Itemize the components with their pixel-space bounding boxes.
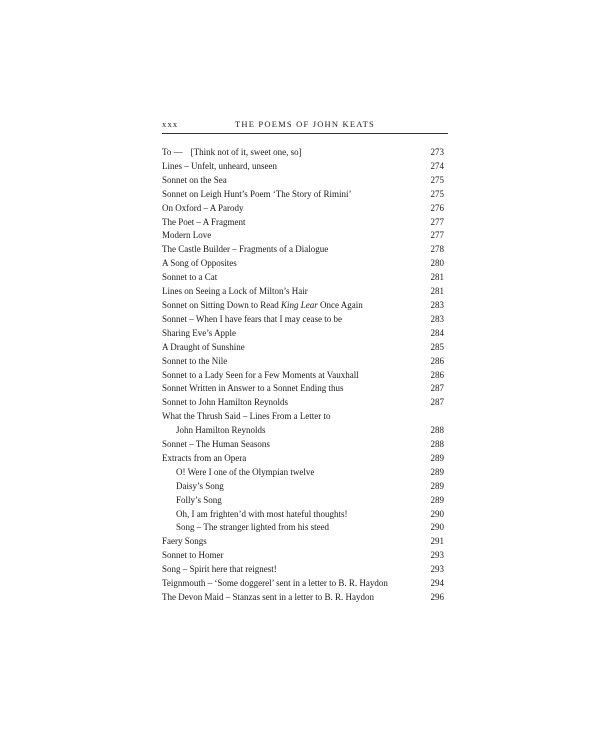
header-rule: [162, 133, 448, 134]
toc-entry: [162, 535, 448, 549]
toc-entry-page: 288: [430, 439, 444, 450]
toc-entry-title: The Castle Builder – Fragments of a Dialogue: [162, 244, 329, 255]
toc-entry-title: Extracts from an Opera: [162, 452, 247, 463]
toc-entry: [162, 188, 448, 202]
toc-entry: [162, 438, 448, 452]
toc-entry: [162, 216, 448, 230]
toc-entry-page: 281: [430, 286, 444, 297]
toc-entry-title: On Oxford – A Parody: [162, 202, 244, 213]
toc-entry-title: Sonnet to a Cat: [162, 272, 218, 283]
table-of-contents: [162, 146, 448, 605]
toc-entry: [162, 285, 448, 299]
toc-entry-title: Sonnet on Sitting Down to Read: [162, 299, 281, 310]
toc-entry-title: Sonnet Written in Answer to a Sonnet Ending thus: [162, 383, 344, 394]
toc-entry: [162, 229, 448, 243]
toc-entry-continuation: [162, 424, 448, 438]
toc-entry-title: Song – Spirit here that reignest!: [162, 564, 277, 575]
toc-entry: [162, 327, 448, 341]
toc-entry-page: 286: [430, 355, 444, 366]
toc-entry-page: 283: [430, 313, 444, 324]
toc-entry-page: 293: [430, 564, 444, 575]
toc-entry-title: Sonnet on Leigh Hunt’s Poem ‘The Story of Rimini’: [162, 188, 352, 199]
toc-entry-title: A Song of Opposites: [162, 258, 237, 269]
toc-entry: [162, 355, 448, 369]
toc-entry-title: Sharing Eve’s Apple: [162, 327, 236, 338]
toc-entry-title: Daisy’s Song: [176, 480, 224, 491]
toc-entry-title-italic: King Lear: [281, 299, 318, 310]
toc-entry-page: 283: [430, 299, 444, 310]
toc-entry: [162, 271, 448, 285]
toc-entry-title: A Draught of Sunshine: [162, 341, 245, 352]
toc-entry: [162, 313, 448, 327]
toc-entry-page: 273: [430, 147, 444, 157]
toc-entry-title: Sonnet to John Hamilton Reynolds: [162, 397, 288, 408]
toc-entry-page: 289: [430, 452, 444, 463]
toc-entry-title: Lines on Seeing a Lock of Milton’s Hair: [162, 286, 308, 297]
toc-entry-title: The Devon Maid – Stanzas sent in a letter to B. R. Haydon: [162, 592, 374, 602]
toc-entry: [162, 452, 448, 466]
toc-entry: [162, 146, 448, 160]
toc-entry-page: 287: [430, 383, 444, 394]
toc-entry-page: 291: [430, 536, 444, 547]
toc-entry-title: Sonnet to the Nile: [162, 355, 228, 366]
toc-entry-title: Sonnet – When I have fears that I may cease to be: [162, 313, 343, 324]
toc-entry: [162, 591, 448, 605]
page-number: xxx: [162, 119, 179, 129]
toc-entry-page: 275: [430, 174, 444, 185]
toc-entry: [162, 299, 448, 313]
toc-entry: [162, 202, 448, 216]
toc-entry-title: Sonnet to a Lady Seen for a Few Moments at Vauxhall: [162, 369, 359, 380]
toc-entry-page: 287: [430, 397, 444, 408]
running-header: [162, 119, 448, 129]
toc-entry-page: 281: [430, 272, 444, 283]
toc-entry-page: 294: [430, 578, 444, 589]
toc-entry-page: 280: [430, 258, 444, 269]
toc-entry-title: What the Thrush Said – Lines From a Letter to: [162, 411, 331, 422]
toc-entry-page: 290: [430, 508, 444, 519]
toc-entry-page: 288: [430, 425, 444, 436]
toc-entry: [162, 396, 448, 410]
toc-entry-page: 290: [430, 522, 444, 533]
toc-entry-page: 293: [430, 550, 444, 561]
toc-entry-title: Song – The stranger lighted from his steed: [176, 522, 330, 533]
toc-subentry: [162, 494, 448, 508]
toc-subentry: [162, 466, 448, 480]
toc-entry-title: Sonnet – The Human Seasons: [162, 439, 270, 450]
toc-entry-title: Lines – Unfelt, unheard, unseen: [162, 160, 277, 171]
toc-entry-page: 296: [430, 592, 444, 602]
toc-subentry: [162, 508, 448, 522]
toc-entry-page: 276: [430, 202, 444, 213]
toc-entry: [162, 563, 448, 577]
toc-entry-page: 275: [430, 188, 444, 199]
toc-subentry: [162, 480, 448, 494]
toc-entry-title: Oh, I am frighten’d with most hateful thoughts!: [176, 508, 348, 519]
toc-entry-page: 289: [430, 466, 444, 477]
toc-entry-title: To —: [162, 147, 183, 157]
toc-entry-page: 289: [430, 480, 444, 491]
toc-subentry: [162, 521, 448, 535]
toc-entry-page: [418, 410, 448, 424]
toc-entry-title: John Hamilton Reynolds: [176, 425, 266, 436]
toc-entry-page: 286: [430, 369, 444, 380]
toc-entry-title: Modern Love: [162, 230, 212, 241]
toc-entry-title: Folly’s Song: [176, 494, 222, 505]
toc-entry-title: Sonnet on the Sea: [162, 174, 227, 185]
toc-entry-title: [Think not of it, sweet one, so]: [190, 147, 302, 157]
toc-entry-title: O! Were I one of the Olympian twelve: [176, 466, 315, 477]
toc-entry: [162, 410, 448, 424]
toc-entry-page: 277: [430, 230, 444, 241]
toc-entry-page: 289: [430, 494, 444, 505]
toc-entry: [162, 243, 448, 257]
toc-entry-page: 285: [430, 341, 444, 352]
toc-entry: [162, 174, 448, 188]
toc-entry-page: 278: [430, 244, 444, 255]
toc-entry-page: 274: [430, 160, 444, 171]
toc-entry: [162, 257, 448, 271]
toc-entry-title: Sonnet to Homer: [162, 550, 224, 561]
toc-entry: [162, 382, 448, 396]
toc-entry-title: Once Again: [317, 299, 363, 310]
toc-entry-page: 277: [430, 216, 444, 227]
toc-entry: [162, 341, 448, 355]
toc-entry-title: Teignmouth – ‘Some doggerel’ sent in a letter to B. R. Haydon: [162, 578, 388, 589]
toc-entry: [162, 160, 448, 174]
toc-entry: [162, 577, 448, 591]
toc-entry: [162, 549, 448, 563]
toc-entry-title: The Poet – A Fragment: [162, 216, 246, 227]
book-title: THE POEMS OF JOHN KEATS: [234, 119, 375, 129]
toc-entry-page: 284: [430, 327, 444, 338]
toc-entry: [162, 369, 448, 383]
toc-entry-title: Faery Songs: [162, 536, 207, 547]
